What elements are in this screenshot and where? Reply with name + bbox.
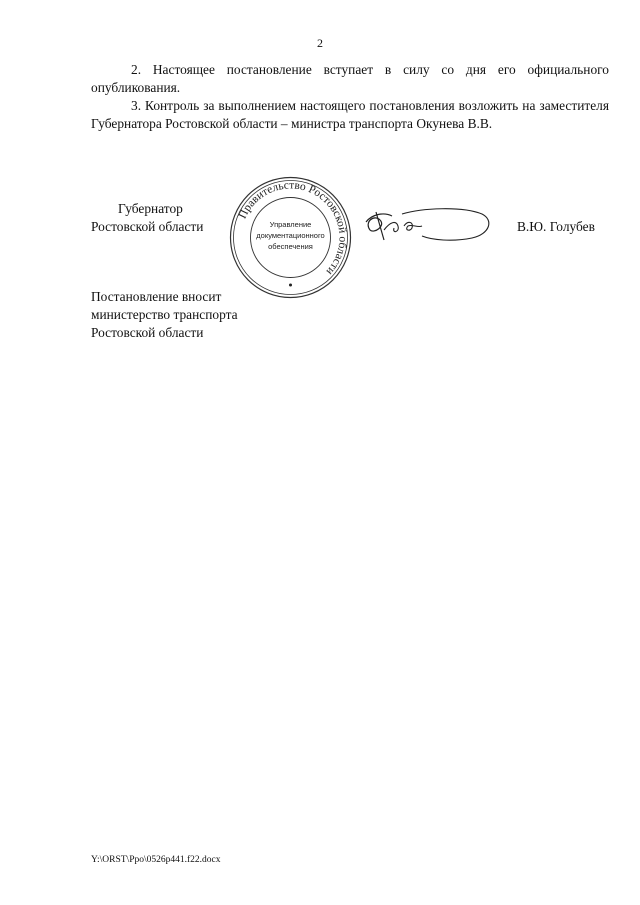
governor-title <box>91 200 203 236</box>
signer-name: В.Ю. Голубев <box>517 219 595 234</box>
paragraph-3 <box>91 97 609 133</box>
governor-title-line2: Ростовской области <box>91 219 204 234</box>
seal-outer-text: Правительство Ростовской области <box>236 179 349 278</box>
submitted-by-line1: Постановление вносит <box>91 289 222 304</box>
paragraph-3-text: 3. Контроль за выполнением настоящего постановления возложить на заместителя Губернатора Ростовской области – министра транспорта Окунева В.В. <box>91 98 609 131</box>
footer-file-path: Y:\ORST\Ppo\0526p441.f22.docx <box>91 855 221 865</box>
submitted-by-line2: министерство транспорта <box>91 307 238 322</box>
official-seal <box>228 175 353 300</box>
seal-inner-line2: документационного <box>256 231 325 240</box>
page-number: 2 <box>317 36 323 50</box>
seal-inner-line1: Управление <box>269 220 312 229</box>
submitted-by-block <box>91 288 238 342</box>
governor-title-line1: Губернатор <box>118 201 183 216</box>
seal-inner-line3: обеспечения <box>268 242 313 251</box>
paragraph-2-text: 2. Настоящее постановление вступает в силу со дня его официального опубликования. <box>91 62 609 95</box>
handwritten-signature <box>362 200 497 255</box>
submitted-by-line3: Ростовской области <box>91 325 204 340</box>
paragraph-2 <box>91 61 609 97</box>
